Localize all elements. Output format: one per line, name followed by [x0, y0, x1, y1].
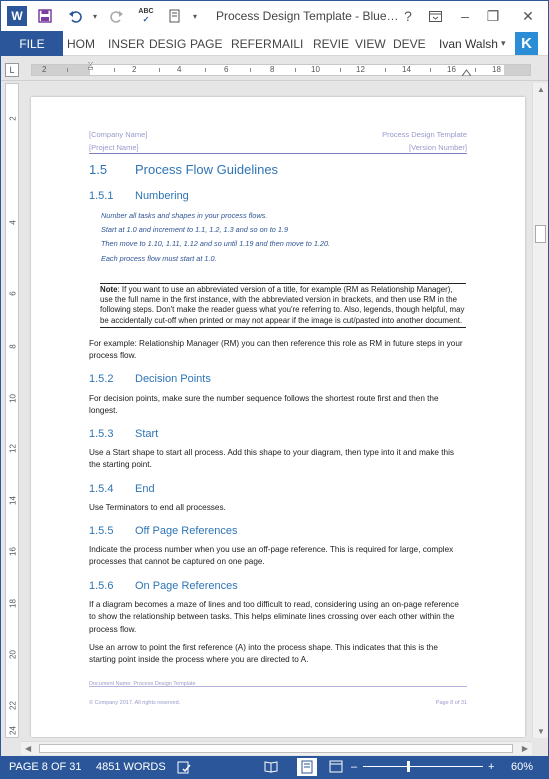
ruler-tick: [340, 68, 341, 72]
vertical-scroll-thumb[interactable]: [535, 225, 546, 243]
zoom-in-button[interactable]: +: [488, 761, 495, 773]
note-text: : If you want to use an abbreviated version of a title, for example (RM as Relationship Manager), use the full name in the first instance, with the abbreviated version in brackets, and then use RM in the following steps. Don't make the reader guess what you're referring to. Also, legends, though helpful, may be accidentally cut-off when printed or may not appear if the image is cut/pasted into another document.: [100, 285, 465, 325]
zoom-slider[interactable]: [363, 766, 483, 767]
vruler-number: 24: [8, 726, 18, 735]
tab-mailings[interactable]: MAILI: [272, 36, 304, 51]
vruler-number: 4: [8, 220, 18, 225]
numbering-line: Then move to 1.10, 1.11, 1.12 and so until 1.19 and then move to 1.20.: [101, 239, 331, 248]
minimize-button[interactable]: –: [461, 8, 469, 24]
page-count[interactable]: PAGE 8 OF 31: [9, 761, 82, 773]
ruler-number: 4: [177, 65, 182, 74]
offpage-number: 1.5.5: [89, 525, 114, 537]
ribbon-tabs: [1, 31, 548, 56]
ruler-number: 6: [224, 65, 229, 74]
vruler-number: 20: [8, 650, 18, 659]
footer-copyright: © Company 2017. All rights reserved.: [89, 700, 181, 706]
ruler-number: 16: [447, 65, 456, 74]
end-title: End: [135, 483, 155, 495]
ruler-tick: [385, 68, 386, 72]
horizontal-scrollbar[interactable]: [21, 741, 532, 755]
word-app-icon[interactable]: W: [7, 6, 27, 26]
offpage-title: Off Page References: [135, 525, 238, 537]
title-bar: [1, 1, 548, 31]
decision-title: Decision Points: [135, 373, 211, 385]
ruler-tick: [250, 68, 251, 72]
vruler-number: 2: [8, 116, 18, 121]
ruler-right-margin: [504, 65, 530, 75]
indent-marker-icon[interactable]: [86, 62, 95, 70]
scroll-up-icon[interactable]: ▲: [537, 85, 545, 94]
onpage-number: 1.5.6: [89, 580, 114, 592]
undo-icon[interactable]: [65, 6, 85, 26]
ruler-number: 12: [356, 65, 365, 74]
footer-doc-name: Document Name: Process Design Template: [89, 681, 196, 687]
section-title: Process Flow Guidelines: [135, 162, 279, 177]
help-button[interactable]: ?: [404, 8, 412, 24]
scroll-down-icon[interactable]: ▼: [537, 727, 545, 736]
ruler-number: 10: [311, 65, 320, 74]
ruler-number: 2: [42, 65, 47, 74]
header-company: [Company Name]: [89, 130, 148, 139]
note-label: Note: [100, 285, 118, 294]
zoom-out-button[interactable]: –: [351, 761, 358, 773]
header-rule: [89, 153, 467, 154]
ruler-tick: [159, 68, 160, 72]
header-template: Process Design Template: [382, 130, 467, 139]
tab-view[interactable]: VIEW: [355, 36, 386, 51]
ruler-tick: [114, 68, 115, 72]
note-box: [100, 283, 466, 328]
vruler-number: 12: [8, 444, 18, 453]
ruler-left-margin: [32, 65, 90, 75]
tab-review[interactable]: REVIE: [313, 36, 350, 51]
ruler-number: 18: [492, 65, 501, 74]
web-layout-icon[interactable]: [329, 760, 343, 773]
ruler-tick: [430, 68, 431, 72]
save-icon[interactable]: [35, 6, 55, 26]
vertical-scrollbar[interactable]: [532, 83, 548, 738]
header-project: [Project Name]: [89, 143, 139, 152]
user-name[interactable]: Ivan Walsh: [439, 36, 498, 51]
tab-references[interactable]: REFER: [231, 36, 272, 51]
ruler-tick: [295, 68, 296, 72]
start-text: Use a Start shape to start all process. Add this shape to your diagram, then type into it and make this the starting point.: [89, 448, 454, 470]
ruler-tick: [205, 68, 206, 72]
end-number: 1.5.4: [89, 483, 114, 495]
vruler-number: 10: [8, 394, 18, 403]
vruler-number: 6: [8, 291, 18, 296]
zoom-level[interactable]: 60%: [511, 761, 534, 773]
right-indent-icon[interactable]: [462, 68, 471, 76]
scroll-right-icon[interactable]: ▶: [521, 744, 528, 753]
vruler-number: 8: [8, 344, 18, 349]
restore-button[interactable]: ❐: [486, 7, 500, 24]
zoom-slider-thumb[interactable]: [407, 761, 410, 772]
tab-page-layout[interactable]: PAGE: [190, 36, 223, 51]
vruler-number: 22: [8, 701, 18, 710]
spelling-button[interactable]: [136, 6, 156, 26]
decision-number: 1.5.2: [89, 373, 114, 385]
numbering-line: Start at 1.0 and increment to 1.1, 1.2, 1.3 and so on to 1.9: [101, 225, 289, 234]
ruler-tick: [475, 68, 476, 72]
vertical-ruler: [5, 83, 19, 738]
document-view-icon[interactable]: [165, 6, 185, 26]
redo-icon[interactable]: [107, 6, 127, 26]
offpage-text: Indicate the process number when you use an off-page reference. This is required for large, complex processes that cannot be captured on one page.: [89, 545, 454, 567]
tab-file[interactable]: FILE: [1, 31, 63, 56]
scroll-left-icon[interactable]: ◀: [25, 744, 32, 753]
customize-icon[interactable]: ▾: [192, 11, 197, 21]
tab-developer[interactable]: DEVE: [393, 36, 426, 51]
status-bar: [1, 756, 548, 778]
ruler-strip[interactable]: [31, 64, 531, 76]
tab-selector[interactable]: L: [5, 63, 19, 77]
start-title: Start: [135, 428, 159, 440]
footer-page: Page 8 of 31: [435, 700, 467, 706]
read-mode-icon[interactable]: [264, 760, 278, 773]
word-count[interactable]: 4851 WORDS: [96, 761, 166, 773]
ruler-number: 2: [132, 65, 137, 74]
proofing-icon[interactable]: [177, 756, 191, 778]
onpage-title: On Page References: [135, 580, 238, 592]
print-layout-icon[interactable]: [297, 758, 317, 776]
section-number: 1.5: [89, 162, 108, 177]
avatar[interactable]: K: [515, 32, 538, 55]
numbering-line: Each process flow must start at 1.0.: [101, 254, 217, 263]
ruler-number: 14: [402, 65, 411, 74]
onpage-text-1: If a diagram becomes a maze of lines and too difficult to read, considering using an on-page reference to show the relationship between tasks. This helps eliminate lines crossing over each other within the process flow.: [89, 600, 459, 634]
numbering-number: 1.5.1: [89, 190, 114, 202]
document-area[interactable]: [21, 83, 532, 738]
ruler-tick: [67, 68, 68, 72]
undo-dropdown-icon[interactable]: ▾: [92, 11, 97, 21]
header-version: [Version Number]: [409, 143, 467, 152]
check-icon: ✓: [142, 15, 150, 24]
vruler-number: 14: [8, 496, 18, 505]
end-text: Use Terminators to end all processes.: [89, 503, 226, 512]
chevron-down-icon[interactable]: ▾: [501, 38, 506, 48]
horizontal-ruler: [1, 57, 548, 81]
tab-insert[interactable]: INSER: [108, 36, 145, 51]
ruler-number: 8: [270, 65, 275, 74]
example-paragraph: For example: Relationship Manager (RM) you can then reference this role as RM in future steps in your process flow.: [89, 339, 463, 361]
document-page[interactable]: [31, 97, 525, 737]
window-title: Process Design Template - Blue…: [216, 9, 399, 23]
close-button[interactable]: ✕: [522, 7, 534, 24]
ribbon-display-icon[interactable]: [423, 5, 447, 27]
numbering-title: Numbering: [135, 190, 189, 202]
vruler-number: 18: [8, 599, 18, 608]
tab-home[interactable]: HOM: [67, 36, 95, 51]
vruler-number: 16: [8, 547, 18, 556]
horizontal-scroll-thumb[interactable]: [39, 744, 513, 753]
tab-design[interactable]: DESIG: [149, 36, 187, 51]
spelling-label: ABC: [138, 8, 154, 15]
decision-text: For decision points, make sure the number sequence follows the shortest route first and then the longest.: [89, 394, 439, 416]
start-number: 1.5.3: [89, 428, 114, 440]
numbering-line: Number all tasks and shapes in your process flows.: [101, 211, 268, 220]
onpage-text-2: Use an arrow to point the first reference (A) into the process shape. This indicates that this is the starting point inside the process where you are directed to A.: [89, 643, 438, 665]
